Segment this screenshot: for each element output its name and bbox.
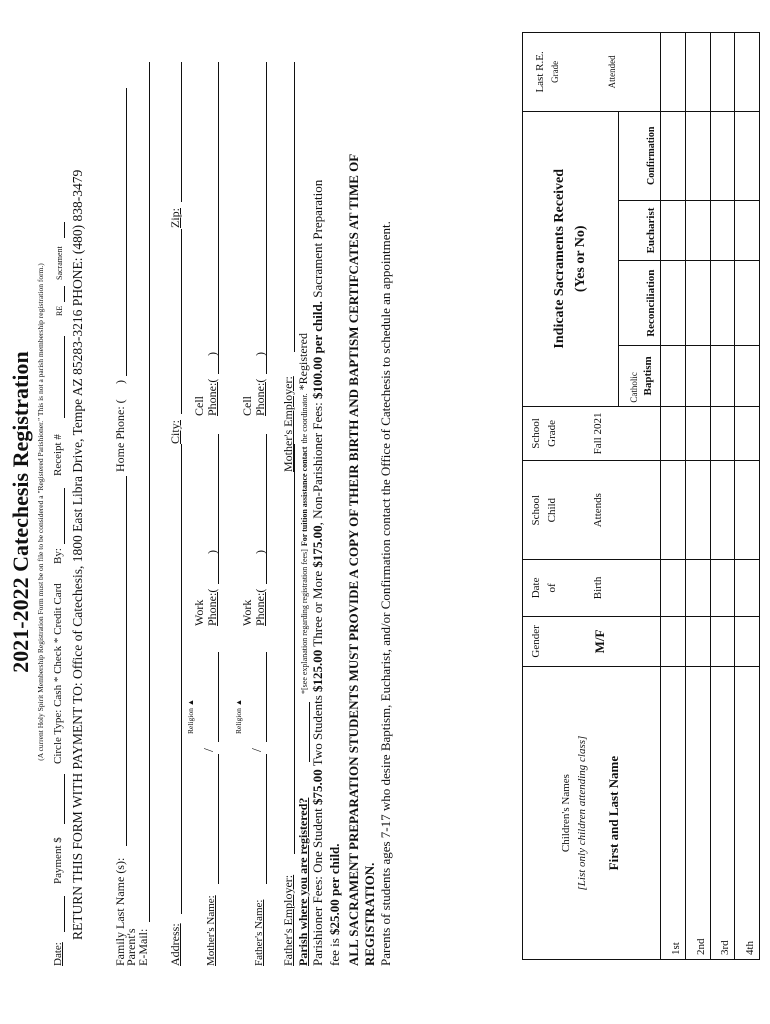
sacraments-header <box>523 111 619 406</box>
catholic-label: Catholic <box>629 372 640 403</box>
confirmation-cell[interactable] <box>661 111 686 200</box>
mother-work-phone-close: ) <box>205 550 219 554</box>
school-cell[interactable] <box>685 461 710 560</box>
gender-cell[interactable] <box>735 616 760 666</box>
office-receipt-field[interactable] <box>64 336 65 418</box>
mother-work-phone-field[interactable] <box>218 434 219 584</box>
mother-work-phone-label: Phone:( <box>205 588 219 626</box>
office-sacrament-label: Sacrament <box>55 246 64 280</box>
office-circle-type: Circle Type: Cash * Check * Credit Card <box>52 583 64 764</box>
city-field[interactable] <box>181 229 182 414</box>
form-title: 2021-2022 Catechesis Registration <box>8 351 33 673</box>
date-of-birth-header <box>523 560 661 617</box>
office-by-field[interactable] <box>64 488 65 544</box>
office-payment-label: Payment $ <box>52 837 64 884</box>
appointment-note: Parents of students ages 7-17 who desire Baptism, Eucharist, and/or Confirmation contact the Office of Catechesis to schedule an appointment. <box>378 221 393 966</box>
child-name-cell[interactable]: 1st <box>661 667 686 960</box>
fees-intro: Parishioner Fees: One Student <box>310 808 325 966</box>
father-cell-label: Cell <box>240 396 254 416</box>
school-cell[interactable] <box>661 461 686 560</box>
family-last-name-label: Family Last Name (s): <box>113 857 127 966</box>
parish-note-rest: the coordinator. <box>300 393 309 444</box>
father-work-phone-field[interactable] <box>266 434 267 584</box>
birth-cell[interactable] <box>735 560 760 617</box>
fee-two-label: Two Students <box>310 695 325 767</box>
grade-cell[interactable] <box>710 406 735 461</box>
reconciliation-cell[interactable] <box>735 261 760 346</box>
reconciliation-header: Reconciliation <box>619 261 661 346</box>
fathers-employer-label: Father's Employer: <box>281 874 295 966</box>
sac-prep-amount: $25.00 per child. <box>327 843 342 935</box>
certificates-notice: ALL SACRAMENT PREPARATION STUDENTS MUST PROVIDE A COPY OF THEIR BIRTH AND BAPTISM CERTIFCATES AT TIME OF <box>346 153 361 966</box>
home-phone-close: ) <box>113 380 127 384</box>
attended-label: Attended <box>606 55 617 89</box>
sacraments-title: Indicate Sacraments Received <box>552 168 568 349</box>
school-cell[interactable] <box>710 461 735 560</box>
non-parishioner-label: Non-Parishioner Fees: <box>310 402 325 519</box>
office-date-field[interactable] <box>64 896 65 932</box>
fee-is-label: fee is <box>327 938 342 966</box>
baptism-cell[interactable] <box>710 346 735 407</box>
reconciliation-cell[interactable] <box>661 261 686 346</box>
office-re-label: RE <box>55 305 64 316</box>
mother-cell-phone-field[interactable] <box>218 62 219 374</box>
fee-two-students: $125.00 <box>310 649 325 692</box>
father-religion-label: Religion ▲ <box>234 698 243 734</box>
last-re-cell[interactable] <box>735 33 760 112</box>
zip-label: Zip: <box>168 208 182 228</box>
fathers-name-field[interactable] <box>266 754 267 884</box>
mf-label: M/F <box>591 629 607 654</box>
date-label: Date <box>530 577 542 599</box>
children-table <box>522 32 760 960</box>
last-re-cell[interactable] <box>685 33 710 112</box>
school-cell[interactable] <box>735 461 760 560</box>
baptism-cell[interactable] <box>685 346 710 407</box>
school-grade-header <box>523 406 661 461</box>
parents-label: Parent's <box>124 928 138 966</box>
reconciliation-cell[interactable] <box>710 261 735 346</box>
sac-prep-label: Sacrament Preparation <box>310 179 325 298</box>
children-names-header <box>523 667 661 960</box>
fathers-name-label: Father's Name: <box>253 899 265 966</box>
zip-field[interactable] <box>181 62 182 202</box>
last-re-cell[interactable] <box>661 33 686 112</box>
school-attends-header <box>523 461 661 560</box>
office-re-field[interactable] <box>64 286 65 302</box>
mothers-name-label: Mother's Name: <box>205 895 217 966</box>
parish-note-prefix: *[see explanation regarding registration fees] <box>300 549 309 694</box>
mother-work-label: Work <box>192 599 206 626</box>
eucharist-cell[interactable] <box>685 200 710 261</box>
fee-three-label: Three or More <box>310 570 325 647</box>
child-name-cell[interactable]: 4th <box>735 667 760 960</box>
gender-cell[interactable] <box>685 616 710 666</box>
fees-line: Parishioner Fees: One Student $75.00 Two Students $125.00 Three or More $175.00, Non-Parishioner Fees: $100.00 per child. Sacrament Preparation <box>310 179 325 966</box>
father-cell-phone-field[interactable] <box>266 62 267 374</box>
table-row <box>735 33 760 960</box>
address-label: Address: <box>168 923 182 966</box>
fathers-employer-field[interactable] <box>294 444 295 854</box>
child-name-cell[interactable]: 2nd <box>685 667 710 960</box>
return-instructions: RETURN THIS FORM WITH PAYMENT TO: Office of Catechesis, 1800 East Libra Drive, Tempe AZ 85283-3216 PHONE: (480) 838-3479 <box>70 169 85 940</box>
yes-no-label: (Yes or No) <box>572 225 588 293</box>
child-name-cell[interactable]: 3rd <box>710 667 735 960</box>
confirmation-cell[interactable] <box>735 111 760 200</box>
mothers-employer-field[interactable] <box>294 62 295 352</box>
gender-cell[interactable] <box>710 616 735 666</box>
mothers-employer-label: Mother's Employer: <box>281 376 295 472</box>
certificates-notice-2: REGISTRATION. <box>362 862 377 966</box>
parish-question: Parish where you are registered? <box>296 797 310 966</box>
form-subtitle: (A current Holy Spirit Membership Registration Form must be on file to be considered a "Registered Parishioner." This is not a parish membership registration form.) <box>36 263 45 761</box>
birth-cell[interactable] <box>710 560 735 617</box>
parish-note <box>296 333 311 694</box>
father-religion-field[interactable] <box>266 652 267 742</box>
father-cell-phone-label: Phone:( <box>253 378 267 416</box>
eucharist-cell[interactable] <box>735 200 760 261</box>
email-label: E-Mail: <box>136 928 150 966</box>
home-phone-label: Home Phone: ( <box>113 399 127 472</box>
mother-religion-field[interactable] <box>218 652 219 742</box>
office-receipt-label: Receipt # <box>52 434 64 476</box>
baptism-cell[interactable] <box>661 346 686 407</box>
office-by-label: By: <box>52 548 64 564</box>
non-parishioner-amount: $100.00 per child. <box>310 301 325 400</box>
birth-cell[interactable] <box>661 560 686 617</box>
fall-2021-label: Fall 2021 <box>591 412 604 455</box>
father-work-label: Work <box>240 599 254 626</box>
gender-label: Gender <box>530 625 542 658</box>
first-last-name-header: First and Last Name <box>606 755 622 871</box>
children-names-title: Children's Names <box>560 774 573 853</box>
birth-cell[interactable] <box>685 560 710 617</box>
father-cell-phone-close: ) <box>253 352 267 356</box>
of-label: of <box>545 583 558 593</box>
confirmation-cell[interactable] <box>685 111 710 200</box>
baptism-label: Baptism <box>642 356 655 396</box>
father-religion-slash: / <box>250 748 265 752</box>
table-row <box>661 33 686 960</box>
registered-asterisk: *Registered <box>296 333 310 391</box>
gender-cell[interactable] <box>661 616 686 666</box>
mother-cell-phone-label: Phone:( <box>205 378 219 416</box>
baptism-cell[interactable] <box>735 346 760 407</box>
grade-cell[interactable] <box>661 406 686 461</box>
mothers-name-field[interactable] <box>218 754 219 884</box>
mother-religion-label: Religion ▲ <box>186 698 195 734</box>
last-re-header <box>523 33 661 112</box>
eucharist-cell[interactable] <box>710 200 735 261</box>
city-label: City: <box>168 419 182 444</box>
grade-cell[interactable] <box>685 406 710 461</box>
table-row <box>710 33 735 960</box>
home-phone-field[interactable] <box>126 88 127 376</box>
fee-three-students: $175.00 <box>310 525 325 568</box>
father-work-phone-label: Phone:( <box>253 588 267 626</box>
birth-label: Birth <box>591 576 604 600</box>
mother-religion-slash: / <box>202 748 217 752</box>
last-re-grade-label: Grade <box>549 60 560 83</box>
parish-note-bold: For tuition assistance contact <box>300 446 309 547</box>
confirmation-header: Confirmation <box>619 111 661 200</box>
father-work-phone-close: ) <box>253 550 267 554</box>
table-row <box>685 33 710 960</box>
mother-cell-label: Cell <box>192 396 206 416</box>
fees-line-2 <box>327 843 343 966</box>
office-date-label: Date: <box>52 942 64 966</box>
school-label: School <box>530 494 542 526</box>
gender-header <box>523 616 661 666</box>
last-re-label: Last R.E. <box>534 51 546 93</box>
grade-cell[interactable] <box>735 406 760 461</box>
family-last-name-field[interactable] <box>126 476 127 846</box>
eucharist-header: Eucharist <box>619 200 661 261</box>
reconciliation-cell[interactable] <box>685 261 710 346</box>
fee-one-student: $75.00 <box>310 769 325 805</box>
list-only-note: [List only children attending class] <box>576 735 589 891</box>
last-re-cell[interactable] <box>710 33 735 112</box>
mother-cell-phone-close: ) <box>205 352 219 356</box>
confirmation-cell[interactable] <box>710 111 735 200</box>
baptism-header <box>619 346 661 407</box>
office-sacrament-field[interactable] <box>64 222 65 238</box>
address-field[interactable] <box>181 444 182 914</box>
eucharist-cell[interactable] <box>661 200 686 261</box>
attends-label: Attends <box>591 493 604 528</box>
office-payment-field[interactable] <box>64 774 65 824</box>
school-grade-label: School <box>530 418 542 449</box>
child-label: Child <box>545 497 558 523</box>
grade-label: Grade <box>545 420 558 447</box>
email-field[interactable] <box>149 62 150 922</box>
